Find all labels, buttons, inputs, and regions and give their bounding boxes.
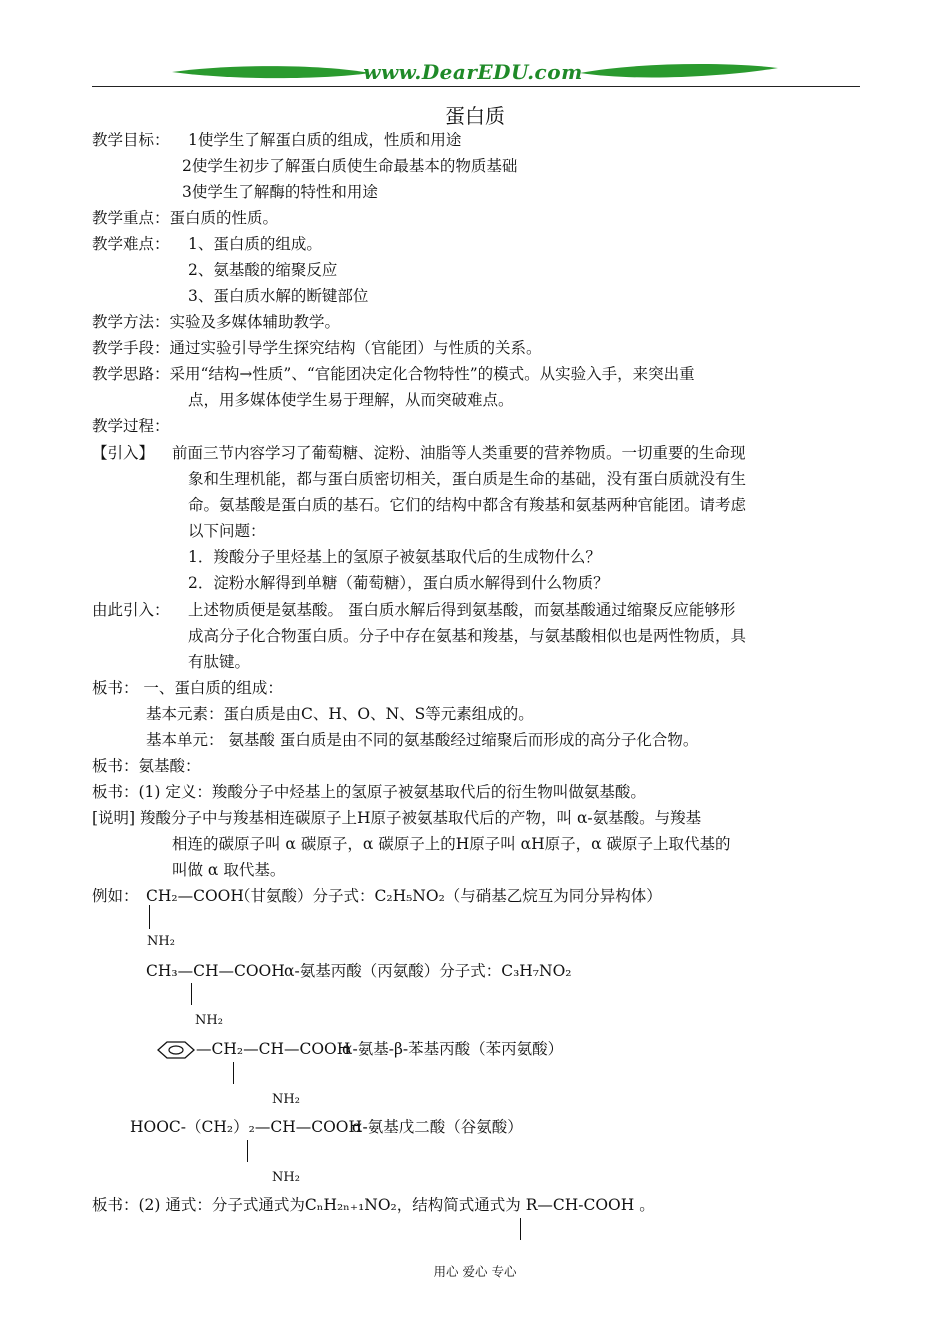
- goals-label: 教学目标：: [92, 131, 170, 149]
- goal-item: 1使学生了解蛋白质的组成，性质和用途: [188, 131, 462, 149]
- intro-question: 2．淀粉水解得到单糖（葡萄糖），蛋白质水解得到什么物质？: [188, 574, 609, 592]
- phenylalanine-description: α-氨基-β-苯基丙酸（苯丙氨酸）: [342, 1040, 564, 1058]
- glutamic-description: α-氨基戊二酸（谷氨酸）: [352, 1118, 523, 1136]
- board-amino-acid: 板书：氨基酸：: [92, 757, 201, 775]
- teaching-idea-cont: 点，用多媒体使学生易于理解，从而突破难点。: [188, 391, 514, 409]
- bond-line: [149, 905, 150, 929]
- note-line: [说明] 羧酸分子中与羧基相连碳原子上H原子被氨基取代后的产物，叫 α-氨基酸。与羧基: [92, 809, 702, 827]
- header-divider: [92, 86, 860, 87]
- alanine-formula: CH₃—CH—COOH: [146, 962, 285, 980]
- phenylalanine-formula: —CH₂—CH—COOH: [196, 1040, 351, 1058]
- lead-line: 上述物质便是氨基酸。 蛋白质水解后得到氨基酸，而氨基酸通过缩聚反应能够形: [188, 601, 736, 619]
- basic-unit: 基本单元： 氨基酸 蛋白质是由不同的氨基酸经过缩聚后而形成的高分子化合物。: [146, 731, 699, 749]
- bond-line: [233, 1062, 234, 1084]
- alanine-description: α-氨基丙酸（丙氨酸）分子式：C₃H₇NO₂: [284, 962, 572, 980]
- difficulty-label: 教学难点：: [92, 235, 170, 253]
- footer-slogan: 用心 爱心 专心: [433, 1264, 517, 1279]
- amino-group: NH₂: [272, 1092, 300, 1107]
- board-definition: 板书：(1) 定义：羧酸分子中烃基上的氢原子被氨基取代后的衍生物叫做氨基酸。: [92, 783, 646, 801]
- intro-line: 象和生理机能，都与蛋白质密切相关，蛋白质是生命的基础，没有蛋白质就没有生: [188, 470, 747, 488]
- teaching-means: 教学手段：通过实验引导学生探究结构（官能团）与性质的关系。: [92, 339, 542, 357]
- bond-line: [247, 1140, 248, 1162]
- goal-item: 3使学生了解酶的特性和用途: [182, 183, 378, 201]
- board-general-formula: 板书：(2) 通式：分子式通式为CₙH₂ₙ₊₁NO₂，结构简式通式为 R—CH-COOH 。: [92, 1196, 655, 1214]
- difficulty-item: 2、氨基酸的缩聚反应: [188, 261, 338, 279]
- lead-label: 由此引入：: [92, 601, 170, 619]
- teaching-process: 教学过程：: [92, 417, 170, 435]
- intro-question: 1．羧酸分子里烃基上的氢原子被氨基取代后的生成物什么？: [188, 548, 601, 566]
- intro-line: 命。氨基酸是蛋白质的基石。它们的结构中都含有羧基和氨基两种官能团。请考虑: [188, 496, 747, 514]
- amino-group: NH₂: [272, 1170, 300, 1185]
- glycine-formula: CH₂—COOH: [146, 887, 244, 905]
- keypoint: 教学重点：蛋白质的性质。: [92, 209, 279, 227]
- teaching-method: 教学方法：实验及多媒体辅助教学。: [92, 313, 341, 331]
- intro-line: 前面三节内容学习了葡萄糖、淀粉、油脂等人类重要的营养物质。一切重要的生命现: [172, 444, 746, 462]
- document-title: 蛋白质: [445, 104, 505, 128]
- note-line: 相连的碳原子叫 α 碳原子，α 碳原子上的H原子叫 αH原子，α 碳原子上取代基的: [172, 835, 731, 853]
- lead-line: 成高分子化合物蛋白质。分子中存在氨基和羧基，与氨基酸相似也是两性物质，具: [188, 627, 747, 645]
- site-logo-text: www.DearEDU.com: [363, 60, 583, 84]
- bond-line: [520, 1218, 521, 1240]
- lead-line: 有肽键。: [188, 653, 251, 671]
- amino-group: NH₂: [195, 1013, 223, 1028]
- example-prefix: 例如：: [92, 887, 139, 905]
- glutamic-formula: HOOC-（CH₂）₂—CH—COOH: [130, 1118, 363, 1136]
- intro-label: 【引入】: [92, 444, 155, 462]
- amino-group: NH₂: [147, 934, 175, 949]
- intro-line: 以下问题：: [188, 522, 266, 540]
- glycine-description: （甘氨酸）分子式：C₂H₅NO₂（与硝基乙烷互为同分异构体）: [235, 887, 662, 905]
- bond-line: [191, 983, 192, 1005]
- board-heading: 板书： 一、蛋白质的组成：: [92, 679, 283, 697]
- note-line: 叫做 α 取代基。: [172, 861, 286, 879]
- difficulty-item: 3、蛋白质水解的断键部位: [188, 287, 369, 305]
- basic-elements: 基本元素：蛋白质是由C、H、O、N、S等元素组成的。: [146, 705, 534, 723]
- goal-item: 2使学生初步了解蛋白质使生命最基本的物质基础: [182, 157, 518, 175]
- teaching-idea: 教学思路：采用“结构→性质”、“官能团决定化合物特性”的模式。从实验入手，来突出重: [92, 365, 695, 383]
- difficulty-item: 1、蛋白质的组成。: [188, 235, 322, 253]
- benzene-ring-icon: [154, 1040, 198, 1060]
